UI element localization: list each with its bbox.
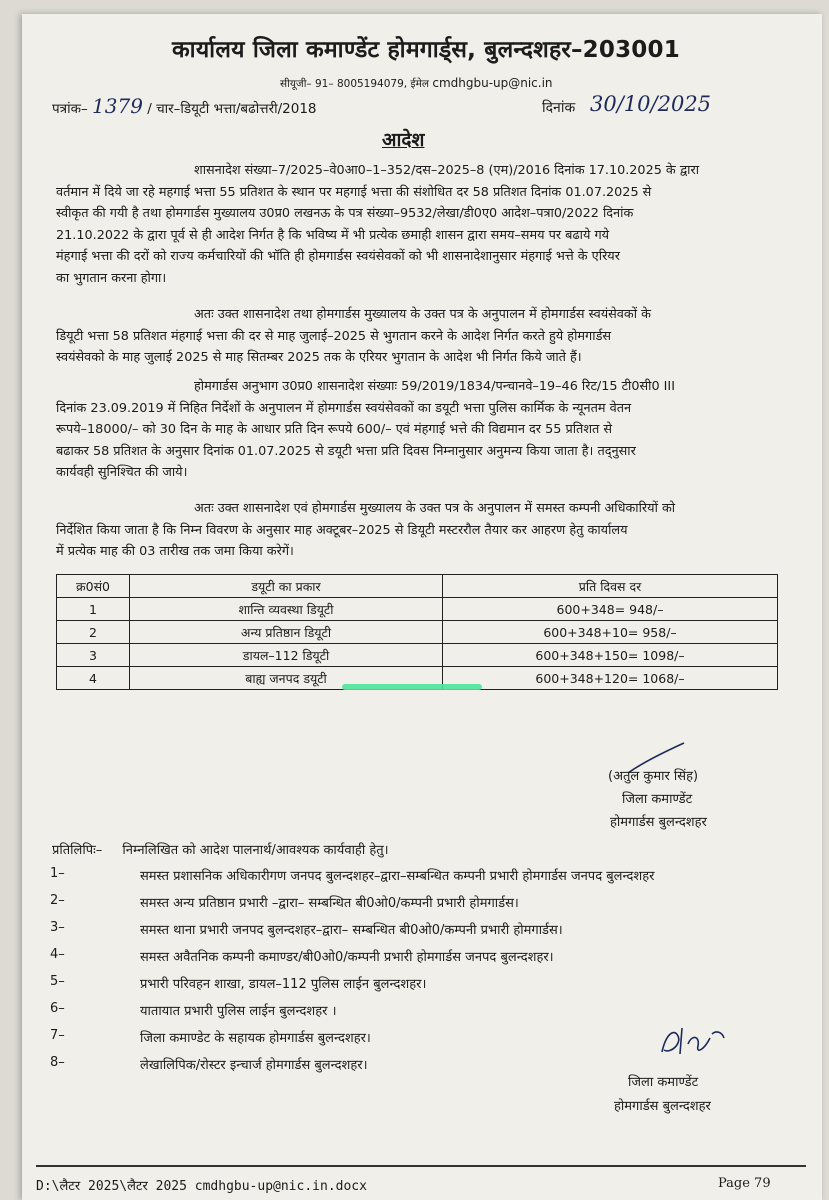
duty-allowance-table (56, 574, 778, 690)
copy-item: समस्त अवैतनिक कम्पनी कमाण्डर/बी0ओ0/कम्पनी प्रभारी होमगार्डस जनपद बुलन्दशहर। (140, 950, 554, 965)
table-header: क्र0सं0 (57, 575, 130, 598)
paragraph-line: दिनांक 23.09.2019 में निहित निर्देशों के अनुपालन में होमगार्डस स्वयंसेवकों का डयूटी भत्ता पुलिस कार्मिक के न्यूनतम वेतन (56, 400, 632, 416)
table-cell: शान्ति व्यवस्था डियूटी (130, 598, 443, 621)
copy-item: प्रभारी परिवहन शाखा, डायल–112 पुलिस लाईन बुलन्दशहर। (140, 977, 427, 992)
copy-to-label: प्रतिलिपिः– (52, 843, 103, 858)
copy-item: समस्त प्रशासनिक अधिकारीगण जनपद बुलन्दशहर–द्वारा–सम्बन्धित कम्पनी प्रभारी होमगार्डस जनपद बुलन्दशहर (140, 869, 655, 884)
table-header: डयूटी का प्रकार (130, 575, 443, 598)
highlighter-mark (342, 684, 482, 690)
paragraph-3 (56, 376, 804, 484)
table-cell: 600+348+150= 1098/– (443, 644, 778, 667)
copy-item: जिला कमाण्डेट के सहायक होमगार्डस बुलन्दशहर। (140, 1031, 371, 1046)
table-cell: अन्य प्रतिष्ठान डियूटी (130, 621, 443, 644)
copy-item-number: 8– (50, 1055, 65, 1070)
paragraph-line: मंहगाई भत्ता की दरों को राज्य कर्मचारियों की भॉति ही होमगार्डस स्वयंसेवकों को भी शासनादेशानुसार मंहगाई भत्ते के एरियर (56, 249, 620, 264)
paragraph-line: अतः उक्त शासनादेश तथा होमगार्डस मुख्यालय के उक्त पत्र के अनुपालन में होमगार्डस स्वयंसेवकों के (194, 307, 651, 322)
copy-item-number: 5– (50, 974, 65, 989)
copy-to-line (52, 840, 389, 858)
table-cell: 3 (57, 644, 130, 667)
table-row (57, 621, 778, 644)
contact-prefix: सीयूजी– 91– 8005194079, ईमेल (280, 78, 429, 90)
table-header: प्रति दिवस दर (443, 575, 778, 598)
copy-item-number: 3– (50, 920, 65, 935)
paragraph-1 (56, 160, 804, 289)
footer-file-path: D:\लैटर 2025\लैटर 2025 cmdhgbu-up@nic.in.docx (36, 1179, 367, 1194)
reference-suffix: / चार–डियूटी भत्ता/बढोत्तरी/2018 (147, 101, 317, 117)
copy-signatory-office: होमगार्डस बुलन्दशहर (614, 1099, 711, 1114)
paragraph-line: बढाकर 58 प्रतिशत के अनुसार दिनांक 01.07.2025 से डयूटी भत्ता प्रति दिवस निम्नानुसार अनुमन्य किया जाता है। तद्नुसार (56, 443, 636, 459)
date-label: दिनांक (542, 100, 576, 116)
table-cell: 1 (57, 598, 130, 621)
copy-to-intro: निम्नलिखित को आदेश पालनार्थ/आवश्यक कार्यवाही हेतु। (122, 843, 389, 858)
paragraph-line: निर्देशित किया जाता है कि निम्न विवरण के अनुसार माह अक्टूबर–2025 से डियूटी मस्टररौल तैयार कर आहरण हेतु कार्यालय (56, 522, 628, 538)
table-cell: 4 (57, 667, 130, 690)
signatory-office: होमगार्डस बुलन्दशहर (610, 815, 707, 830)
copy-item-number: 6– (50, 1001, 65, 1016)
paragraph-line: अतः उक्त शासनादेश एवं होमगार्डस मुख्यालय के उक्त पत्र के अनुपालन में समस्त कम्पनी अधिकारियों को (194, 501, 676, 516)
paragraph-line: डियूटी भत्ता 58 प्रतिशत मंहगाई भत्ता की दर से माह जुलाई–2025 से भुगतान करने के आदेश निर्गत करते हुये होमगार्डस (56, 328, 612, 344)
copy-item: समस्त अन्य प्रतिष्ठान प्रभारी –द्वारा– सम्बन्धित बी0ओ0/कम्पनी प्रभारी होमगार्डस। (140, 896, 519, 911)
table-cell: डायल–112 डियूटी (130, 644, 443, 667)
paragraph-2 (56, 304, 804, 369)
date-value: 30/10/2025 (590, 92, 712, 116)
copy-item: यातायात प्रभारी पुलिस लाईन बुलन्दशहर । (140, 1004, 337, 1019)
copy-item-number: 2– (50, 893, 65, 908)
footer-page-number: Page 79 (718, 1176, 771, 1191)
table-cell: 600+348+120= 1068/– (443, 667, 778, 690)
reference-number: 1379 (92, 94, 143, 118)
paragraph-line: होमगार्डस अनुभाग उ0प्र0 शासनादेश संख्याः 59/2019/1834/पन्चानवे–19–46 रिट/15 टी0सी0 III (194, 379, 675, 394)
signatory-name: (अतुल कुमार सिंह) (608, 769, 699, 784)
copy-item: समस्त थाना प्रभारी जनपद बुलन्दशहर–द्वारा– सम्बन्धित बी0ओ0/कम्पनी प्रभारी होमगार्डस। (140, 923, 563, 938)
table-cell: 600+348+10= 958/– (443, 621, 778, 644)
footer-divider (36, 1165, 806, 1167)
document-page (22, 14, 822, 1200)
copy-item-number: 7– (50, 1028, 65, 1043)
copy-item-number: 4– (50, 947, 65, 962)
table-cell: बाह्य जनपद डयूटी (130, 667, 443, 690)
paragraph-line: में प्रत्येक माह की 03 तारीख तक जमा किया करेगें। (56, 544, 294, 559)
paragraph-line: शासनादेश संख्या–7/2025–वे0आ0–1–352/दस–2025–8 (एम)/2016 दिनांक 17.10.2025 के द्वारा (194, 163, 700, 178)
signatory-designation: जिला कमाण्डेंट (622, 792, 693, 807)
table-cell: 600+348= 948/– (443, 598, 778, 621)
office-title: कार्यालय जिला कमाण्डेंट होमगार्ड्स, बुलन्दशहर–203001 (172, 37, 680, 63)
paragraph-line: स्वयंसेवको के माह जुलाई 2025 से माह सितम्बर 2025 तक के एरियर भुगतान के आदेश भी निर्गत किये जाते हैं। (56, 350, 582, 365)
copy-item: लेखालिपिक/रोस्टर इन्चार्ज होमगार्डस बुलन्दशहर। (140, 1058, 368, 1073)
table-row (57, 598, 778, 621)
handwritten-signature-icon (652, 1014, 742, 1064)
contact-line (280, 76, 553, 91)
paragraph-line: स्वीकृत की गयी है तथा होमगार्डस मुख्यालय उ0प्र0 लखनऊ के पत्र संख्या–9532/लेखा/डी0ए0 आदेश–पत्रा0/2022 दिनांक (56, 206, 634, 221)
table-row (57, 644, 778, 667)
paragraph-line: रूपये–18000/– को 30 दिन के माह के आधार प्रति दिन रूपये 600/– एवं मंहगाई भत्ते की विद्यमान दर 55 प्रतिशत से (56, 422, 613, 437)
order-heading: आदेश (382, 129, 425, 151)
paragraph-line: 21.10.2022 के द्वारा पूर्व से ही आदेश निर्गत है कि भविष्य में भी प्रत्येक छमाही शासन द्वारा समय–समय पर बढाये गये (56, 227, 610, 243)
table-header-row (57, 575, 778, 598)
paragraph-4 (56, 498, 804, 563)
contact-email: cmdhgbu-up@nic.in (432, 76, 553, 90)
reference-line (52, 94, 317, 118)
paragraph-line: कार्यवही सुनिश्चित की जाये। (56, 465, 188, 480)
reference-label: पत्रांक– (52, 101, 88, 117)
table-cell: 2 (57, 621, 130, 644)
copy-item-number: 1– (50, 866, 65, 881)
paragraph-line: वर्तमान में दिये जा रहे महगाई भत्ता 55 प्रतिशत के स्थान पर महगाई भत्ता की संशोधित दर 58 प्रतिशत दिनांक 01.07.2025 से (56, 184, 652, 200)
copy-signatory-designation: जिला कमाण्डेंट (628, 1075, 699, 1090)
paragraph-line: का भुगतान करना होगा। (56, 270, 167, 286)
